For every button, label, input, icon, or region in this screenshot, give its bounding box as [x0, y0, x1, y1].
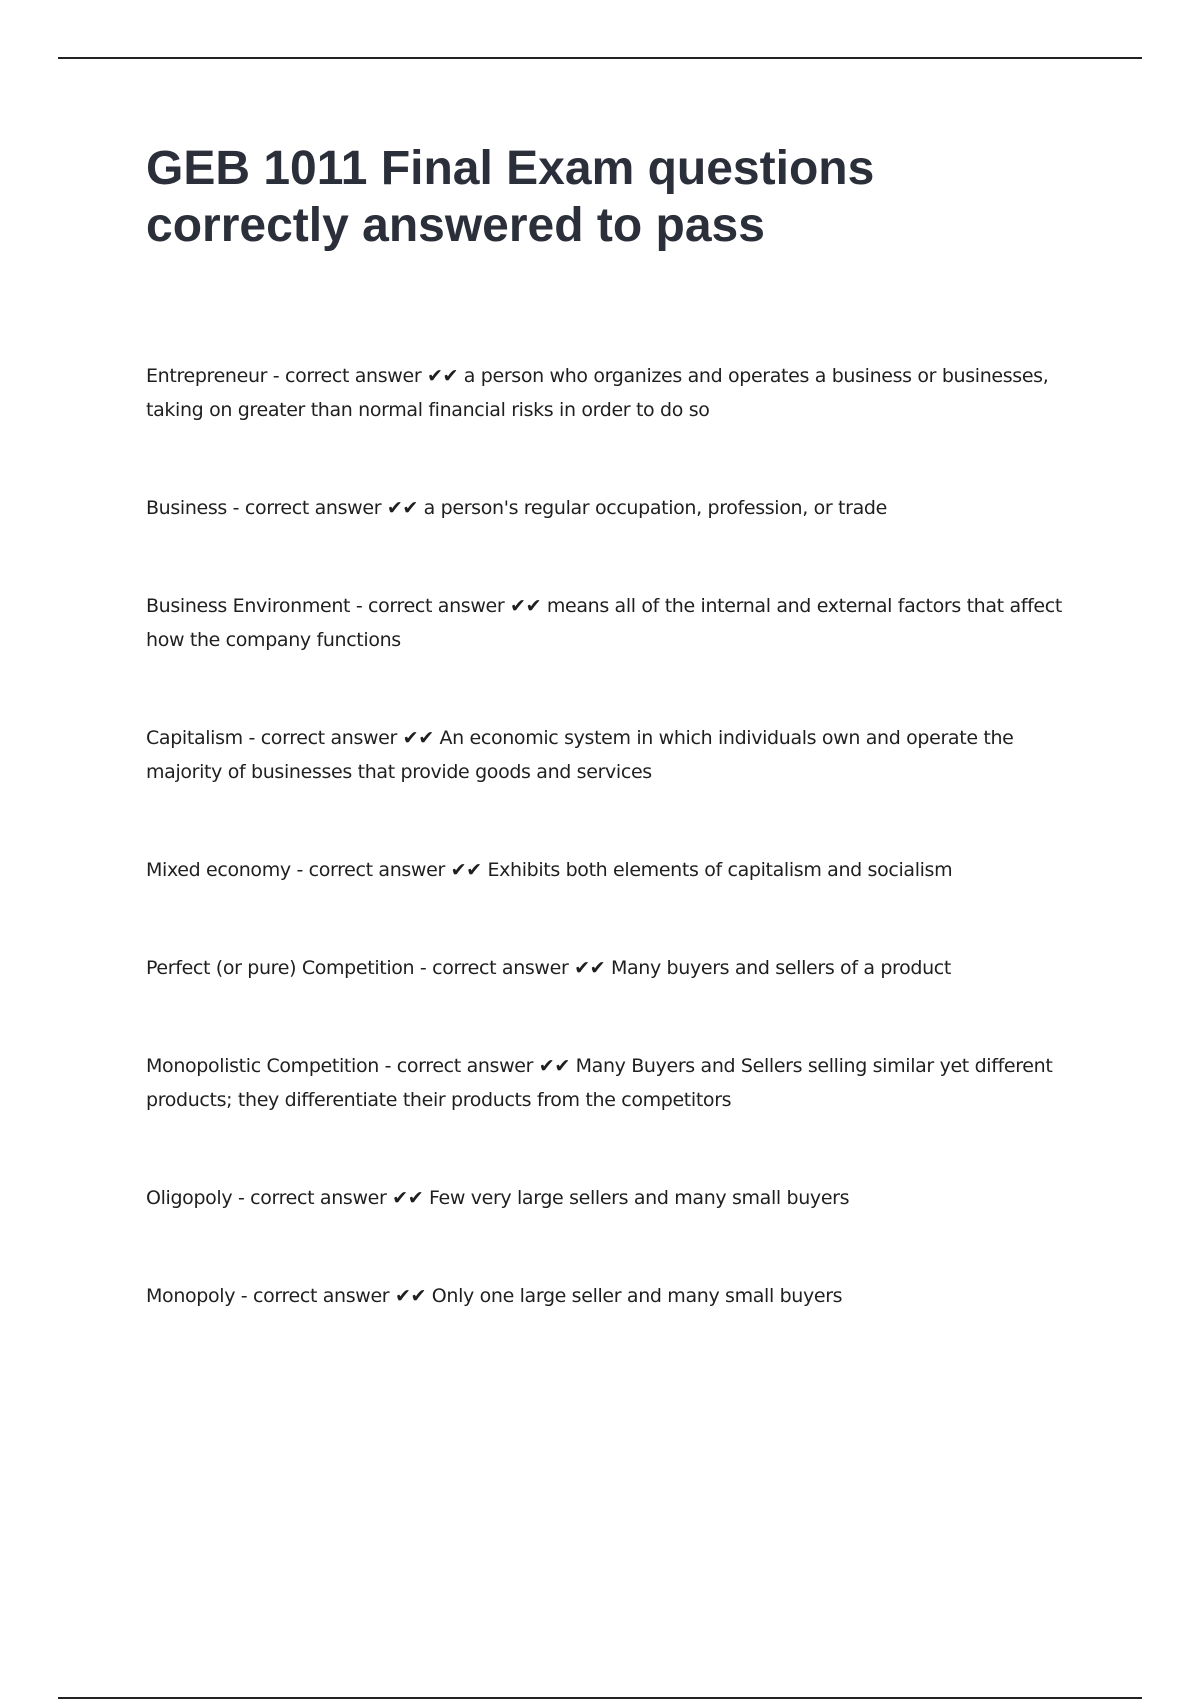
- entry-list: [146, 359, 1086, 1313]
- document-title: GEB 1011 Final Exam questions correctly answered to pass: [146, 142, 875, 252]
- entry-oligopoly: Oligopoly - correct answer ✔✔ Few very large sellers and many small buyers: [146, 1187, 850, 1209]
- top-rule: [58, 57, 1142, 59]
- entry-business-environment: Business Environment - correct answer ✔✔ means all of the internal and external factors that affect how the company functions: [146, 595, 1062, 651]
- entry-business: Business - correct answer ✔✔ a person's regular occupation, profession, or trade: [146, 497, 887, 519]
- entry-capitalism: Capitalism - correct answer ✔✔ An economic system in which individuals own and operate the majority of businesses that provide goods and services: [146, 727, 1014, 783]
- entry-entrepreneur: Entrepreneur - correct answer ✔✔ a person who organizes and operates a business or businesses, taking on greater than normal financial risks in order to do so: [146, 365, 1049, 421]
- entry-mixed-economy: Mixed economy - correct answer ✔✔ Exhibits both elements of capitalism and socialism: [146, 859, 953, 881]
- bottom-rule: [58, 1697, 1142, 1699]
- entry-monopolistic-competition: Monopolistic Competition - correct answer ✔✔ Many Buyers and Sellers selling similar yet different products; they differentiate their products from the competitors: [146, 1055, 1053, 1111]
- entry-monopoly: Monopoly - correct answer ✔✔ Only one large seller and many small buyers: [146, 1285, 843, 1307]
- document-body: [146, 140, 1086, 1313]
- entry-perfect-competition: Perfect (or pure) Competition - correct answer ✔✔ Many buyers and sellers of a product: [146, 957, 951, 979]
